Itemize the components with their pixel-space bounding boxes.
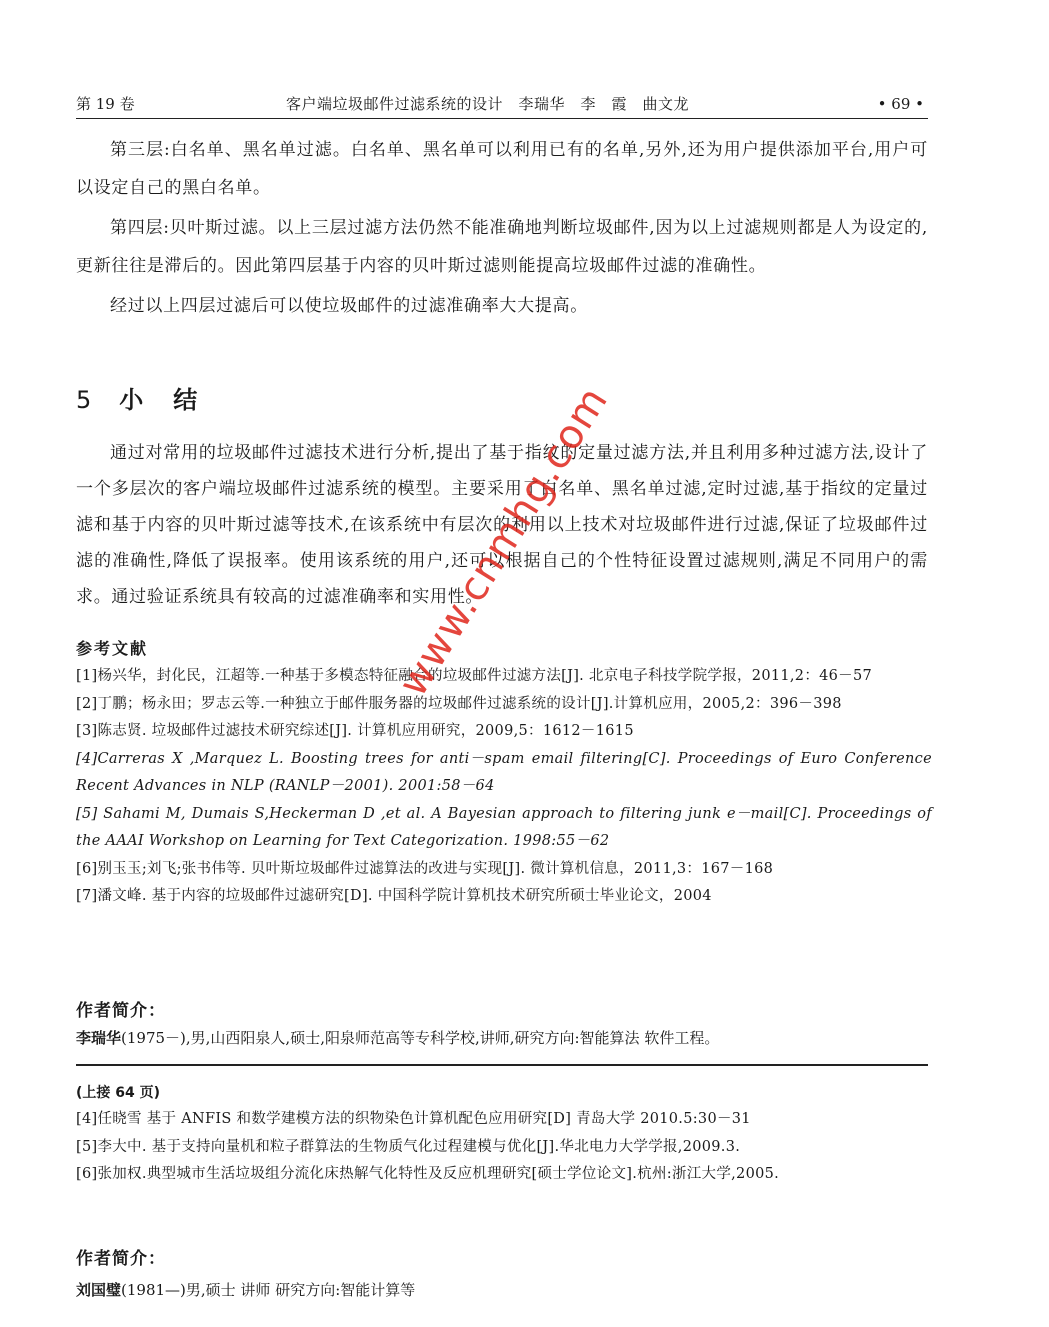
reference-item: [1]杨兴华，封化民，江超等.一种基于多模态特征融合的垃圾邮件过滤方法[J]. 北京电子科技学院学报，2011,2：46－57: [76, 668, 873, 684]
author-heading-1: 作者简介：: [76, 1001, 166, 1021]
paragraph-conclusion-line: 经过以上四层过滤后可以使垃圾邮件的过滤准确率大大提高。: [110, 296, 588, 316]
author-name-2: 刘国璧: [76, 1281, 122, 1299]
references-heading: 参考文献: [76, 639, 149, 658]
references-list-2: [76, 1106, 932, 1189]
volume-label: 第 19 卷: [76, 95, 135, 113]
author-text-1: (1975－),男,山西阳泉人,硕士,阳泉师范高等专科学校,讲师,研究方向:智能算法 软件工程。: [121, 1029, 720, 1047]
reference-item: [5] Sahami M, Dumais S,Heckerman D ,et al. A Bayesian approach to filtering junk e－mail[C]. Proceedings of the AAAI Workshop on Learning for Text Categorization. 1998:55－62: [76, 805, 932, 849]
reference-item: [7]潘文峰. 基于内容的垃圾邮件过滤研究[D]. 中国科学院计算机技术研究所硕士毕业论文，2004: [76, 888, 712, 904]
author-name-1: 李瑞华: [76, 1029, 122, 1047]
paragraph-layer-three: 第三层:白名单、黑名单过滤。白名单、黑名单可以利用已有的名单,另外,还为用户提供添加平台,用户可以设定自己的黑白名单。: [76, 140, 928, 198]
reference-item: [6]别玉玉;刘飞;张书伟等. 贝叶斯垃圾邮件过滤算法的改进与实现[J]. 微计算机信息，2011,3：167－168: [76, 860, 774, 877]
section-heading: [76, 380, 227, 415]
reference-item: [2]丁鹏；杨永田；罗志云等.一种独立于邮件服务器的垃圾邮件过滤系统的设计[J].计算机应用，2005,2：396－398: [76, 695, 842, 712]
reference-item: [4]任晓雪 基于 ANFIS 和数学建模方法的织物染色计算机配色应用研究[D] 青岛大学 2010.5:30－31: [76, 1111, 751, 1127]
reference-item: [5]李大中. 基于支持向量机和粒子群算法的生物质气化过程建模与优化[J].华北电力大学学报,2009.3.: [76, 1138, 741, 1155]
author-bio-1: [76, 1027, 932, 1049]
reference-item: [3]陈志贤. 垃圾邮件过滤技术研究综述[J]. 计算机应用研究，2009,5：1612－1615: [76, 723, 634, 739]
paragraph-layer-four: 第四层:贝叶斯过滤。以上三层过滤方法仍然不能准确地判断垃圾邮件,因为以上过滤规则都是人为设定的,更新往往是滞后的。因此第四层基于内容的贝叶斯过滤则能提高垃圾邮件过滤的准确性。: [76, 218, 928, 276]
running-header: [76, 94, 928, 119]
author-heading-2: 作者简介：: [76, 1249, 166, 1269]
running-title: 客户端垃圾邮件过滤系统的设计 李瑞华 李 霞 曲文龙: [286, 95, 690, 113]
watermark: www.cnmhg.com: [390, 378, 618, 705]
author-text-2: (1981—)男,硕士 讲师 研究方向:智能计算等: [121, 1281, 416, 1299]
author-bio-2: [76, 1279, 932, 1301]
page-number: • 69 •: [877, 95, 924, 113]
section-number: 5: [76, 386, 92, 414]
reference-item: [4]Carreras X ,Marquez L. Boosting trees for anti－spam email filtering[C]. Proceedings of Euro Conference Recent Advances in NLP (RANLP－2001). 2001:58－64: [76, 750, 932, 794]
continued-label: (上接 64 页): [76, 1085, 161, 1101]
section-title: 小结: [119, 386, 228, 414]
summary-paragraph: 通过对常用的垃圾邮件过滤技术进行分析,提出了基于指纹的定量过滤方法,并且利用多种过滤方法,设计了一个多层次的客户端垃圾邮件过滤系统的模型。主要采用了白名单、黑名单过滤,定时过滤,基于指纹的定量过滤和基于内容的贝叶斯过滤等技术,在该系统中有层次的利用以上技术对垃圾邮件进行过滤,保证了垃圾邮件过滤的准确性,降低了误报率。使用该系统的用户,还可以根据自己的个性特征设置过滤规则,满足不同用户的需求。通过验证系统具有较高的过滤准确率和实用性。: [76, 443, 928, 607]
divider-rule: [76, 1064, 928, 1066]
body-text-top: [76, 131, 928, 325]
reference-item: [6]张加权.典型城市生活垃圾组分流化床热解气化特性及反应机理研究[硕士学位论文].杭州:浙江大学,2005.: [76, 1166, 780, 1182]
references-list: [76, 663, 932, 911]
